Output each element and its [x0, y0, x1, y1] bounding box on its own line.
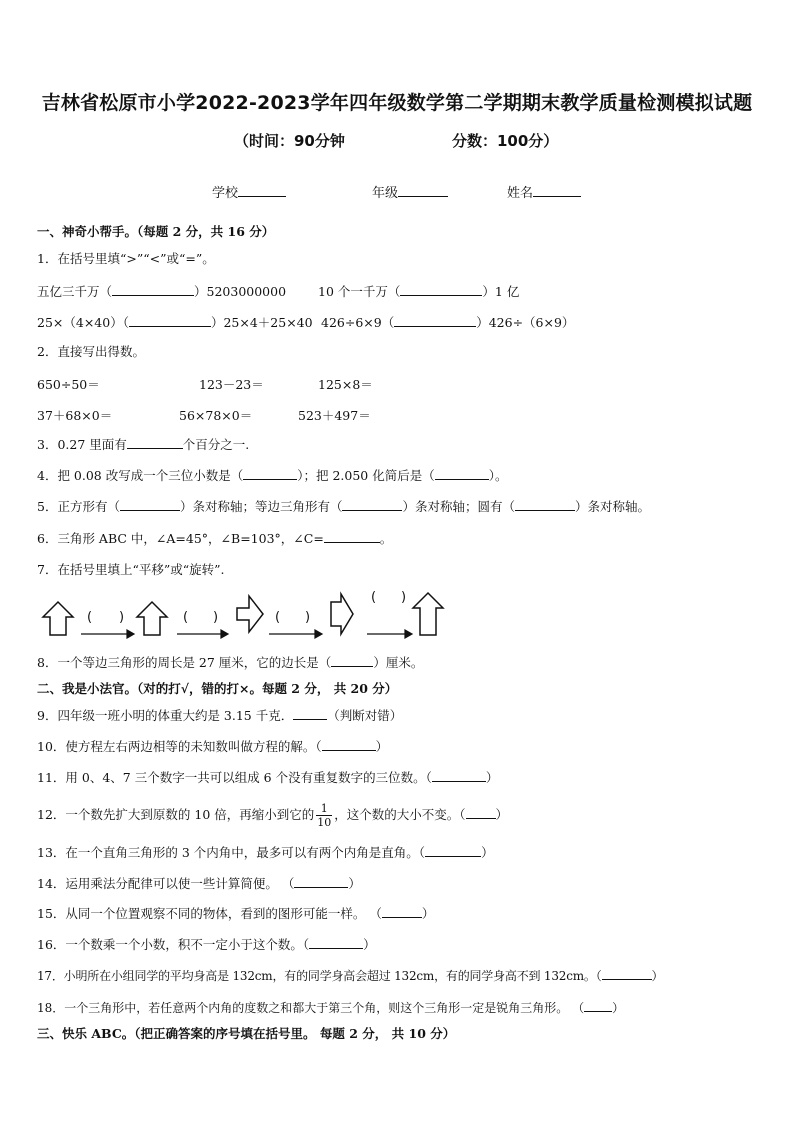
q4-blank-2: [435, 468, 489, 480]
q1-item-a-blank: [112, 284, 194, 296]
q17-blank: [602, 968, 652, 980]
right-arrow-icon: [331, 594, 353, 634]
q7-figure: [37, 590, 457, 644]
q2-item-c: 125×8＝: [318, 377, 373, 392]
question-13: [37, 845, 494, 861]
arrow-head-icon: [221, 630, 228, 638]
arrow-head-icon: [405, 630, 412, 638]
q1-item-c-right: ）25×4＋25×40: [210, 315, 313, 330]
question-5: [37, 499, 650, 515]
q12-pre: 12．一个数先扩大到原数的 10 倍，再缩小到它的: [37, 807, 315, 822]
q7-paren-open: (: [183, 610, 189, 625]
q9-pre: 9．四年级一班小明的体重大约是 3.15 千克．: [37, 708, 294, 723]
grade-blank: [398, 184, 448, 197]
q3-blank: [127, 437, 183, 449]
q9-blank: [293, 708, 327, 720]
q15-pre: 15．从同一个位置观察不同的物体，看到的图形可能一样。 （: [37, 906, 382, 921]
q12-fraction: [316, 802, 332, 829]
q1-item-a-right: ）5203000000: [194, 284, 287, 299]
question-7: 7．在括号里填上“平移”或“旋转”.: [37, 562, 225, 577]
question-16: [37, 937, 376, 953]
school-blank: [238, 184, 286, 197]
q15-blank: [382, 906, 422, 918]
q14-blank: [294, 876, 348, 888]
q16-pre: 16．一个数乘一个小数，积不一定小于这个数。（: [37, 937, 310, 952]
name-blank: [533, 184, 581, 197]
question-9: [37, 708, 402, 724]
q1-item-d-right: ）426÷（6×9）: [476, 315, 575, 330]
grade-field: [372, 182, 448, 201]
q1-item-a: [37, 282, 286, 300]
q13-post: ）: [481, 845, 494, 860]
q1-item-b-blank: [400, 284, 482, 296]
question-18: [37, 1000, 624, 1016]
q7-paren-close: ): [401, 590, 407, 605]
name-field: [507, 182, 581, 201]
question-11: [37, 770, 498, 786]
question-3: [37, 437, 249, 453]
q15-post: ）: [421, 906, 435, 921]
q1-item-d: [321, 313, 574, 331]
q13-blank: [425, 845, 481, 857]
q16-blank: [309, 937, 363, 949]
exam-score: 分数：100分）: [452, 132, 559, 150]
q11-post: ）: [485, 770, 499, 785]
q1-item-b-right: ）1 亿: [482, 284, 520, 299]
school-field: [212, 182, 286, 201]
q5-post: ）条对称轴。: [575, 499, 651, 514]
q10-pre: 10．使方程左右两边相等的未知数叫做方程的解。（: [37, 739, 322, 754]
question-4: [37, 468, 507, 484]
q6-pre: 6．三角形 ABC 中，∠A=45°，∠B=103°，∠C=: [37, 531, 324, 546]
q1-item-c: [37, 313, 313, 331]
q17-post: ）: [651, 969, 664, 983]
q6-blank: [324, 531, 380, 543]
q4-blank-1: [243, 468, 297, 480]
q10-blank: [322, 739, 376, 751]
q7-paren-open: (: [275, 610, 281, 625]
q1-item-c-blank: [129, 315, 211, 327]
q1-item-b-left: 10 个一千万（: [318, 284, 401, 299]
q2-item-e: 56×78×0＝: [179, 408, 253, 423]
q12-mid: ，这个数的大小不变。（: [334, 807, 466, 822]
question-14: [37, 876, 361, 892]
question-1: 1．在括号里填“>”“<”或“=”。: [37, 251, 215, 266]
q18-post: ）: [612, 1001, 625, 1015]
q4-mid: ）；把 2.050 化简后是（: [297, 468, 435, 483]
q5-blank-1: [120, 499, 180, 511]
question-8: [37, 655, 423, 671]
arrow-head-icon: [127, 630, 134, 638]
q4-pre: 4．把 0.08 改写成一个三位小数是（: [37, 468, 244, 483]
arrow-head-icon: [315, 630, 322, 638]
q7-paren-close: ): [213, 610, 219, 625]
q1-item-d-left: 426÷6×9（: [321, 315, 395, 330]
q16-post: ）: [363, 937, 376, 952]
question-10: [37, 739, 388, 755]
q9-post: （判断对错）: [327, 708, 403, 723]
q7-paren-open: (: [87, 610, 93, 625]
exam-time: （时间：90分钟: [234, 132, 345, 150]
q17-pre: 17．小明所在小组同学的平均身高是 132cm，有的同学身高会超过 132cm，有的同学身高不到 132cm。（: [37, 969, 602, 983]
q7-paren-close: ): [305, 610, 311, 625]
up-arrow-icon: [137, 602, 167, 635]
q4-post: ）。: [488, 468, 508, 483]
q8-pre: 8．一个等边三角形的周长是 27 厘米，它的边长是（: [37, 655, 332, 670]
q18-pre: 18．一个三角形中，若任意两个内角的度数之和都大于第三个角，则这个三角形一定是锐角三角形。 （: [37, 1001, 585, 1015]
q8-blank: [331, 655, 373, 667]
section-2-heading: 二、我是小法官。（对的打√，错的打×。每题 2 分， 共 20 分）: [37, 681, 398, 696]
section-1-heading: 一、神奇小帮手。（每题 2 分，共 16 分）: [37, 224, 275, 239]
question-2: 2．直接写出得数。: [37, 344, 145, 359]
name-label: 姓名: [507, 186, 534, 201]
q6-post: 。: [379, 531, 393, 546]
q1-item-c-left: 25×（4×40）（: [37, 315, 129, 330]
up-arrow-icon: [413, 593, 443, 635]
q8-post: ）厘米。: [373, 655, 424, 670]
q1-item-d-blank: [394, 315, 476, 327]
question-17: [37, 968, 663, 984]
question-6: [37, 531, 392, 547]
q5-mid1: ）条对称轴；等边三角形有（: [179, 499, 343, 514]
q2-item-d: 37＋68×0＝: [37, 408, 113, 423]
q12-post: ）: [495, 807, 509, 822]
right-arrow-icon: [237, 596, 263, 632]
school-label: 学校: [212, 186, 239, 201]
q5-blank-3: [515, 499, 575, 511]
question-12: [37, 800, 508, 830]
up-arrow-icon: [43, 602, 73, 635]
grade-label: 年级: [372, 186, 399, 201]
q2-item-f: 523＋497＝: [298, 408, 371, 423]
q14-pre: 14．运用乘法分配律可以使一些计算简便。 （: [37, 876, 295, 891]
q5-blank-2: [342, 499, 402, 511]
q12-blank: [466, 807, 496, 819]
q3-post: 个百分之一.: [182, 437, 250, 452]
q18-blank: [584, 1000, 612, 1012]
q7-paren-close: ): [119, 610, 125, 625]
section-3-heading: 三、快乐 ABC。（把正确答案的序号填在括号里。 每题 2 分， 共 10 分）: [37, 1026, 456, 1041]
page-title: 吉林省松原市小学2022-2023学年四年级数学第二学期期末教学质量检测模拟试题: [41, 92, 753, 114]
q1-item-a-left: 五亿三千万（: [37, 284, 113, 299]
q12-fraction-denominator: 10: [317, 816, 332, 829]
q1-item-b: [318, 282, 519, 300]
q5-mid2: ）条对称轴；圆有（: [402, 499, 515, 514]
q5-pre: 5．正方形有（: [37, 499, 120, 514]
q7-paren-open: (: [371, 590, 377, 605]
q2-item-b: 123－23＝: [199, 377, 264, 392]
q13-pre: 13．在一个直角三角形的 3 个内角中，最多可以有两个内角是直角。（: [37, 845, 426, 860]
q3-pre: 3．0.27 里面有: [37, 437, 127, 452]
q11-pre: 11．用 0、4、7 三个数字一共可以组成 6 个没有重复数字的三位数。（: [37, 770, 432, 785]
q2-item-a: 650÷50＝: [37, 377, 100, 392]
q14-post: ）: [348, 876, 361, 891]
q10-post: ）: [375, 739, 389, 754]
q11-blank: [432, 770, 486, 782]
q12-fraction-numerator: 1: [316, 802, 332, 816]
question-15: [37, 906, 434, 922]
